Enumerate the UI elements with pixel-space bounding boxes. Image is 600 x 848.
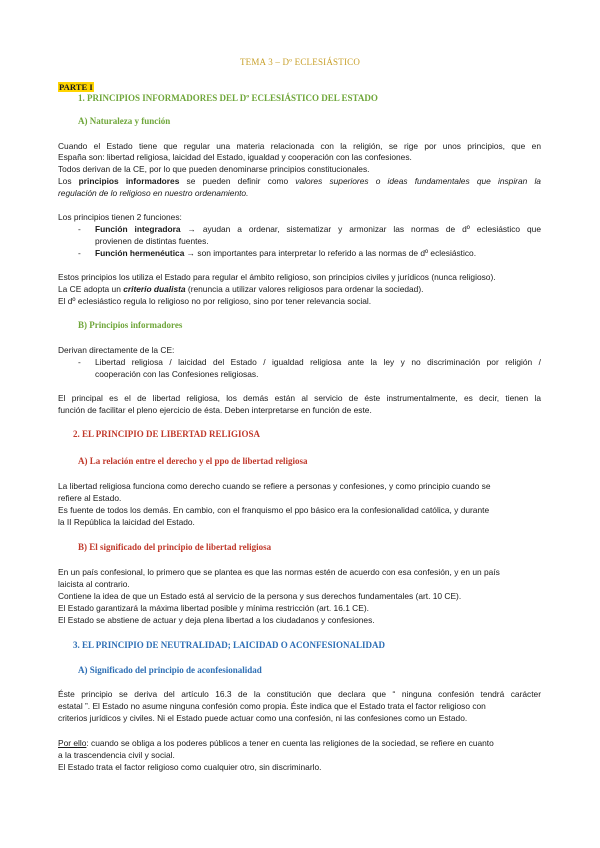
section-2-heading: 2. EL PRINCIPIO DE LIBERTAD RELIGIOSA: [73, 429, 261, 439]
s1-p1-line2: España son: libertad religiosa, laicidad del Estado, igualdad y cooperación con las confesiones.: [58, 152, 412, 162]
document-title: TEMA 3 – Dº ECLESIÁSTICO: [239, 57, 361, 67]
section-1-sub-a: A) Naturaleza y función: [78, 116, 171, 126]
s1-p5-line1: El principal es el de libertad religiosa, los demás están al servicio de éste instrumentalmente, es decir, tienen la: [58, 393, 541, 403]
s2-p1-line4: la II República la laicidad del Estado.: [58, 517, 195, 527]
dash-bullet: -: [78, 248, 81, 258]
s2-p2-line4: El Estado garantizará la máxima libertad posible y mínima restricción (art. 16.1 CE).: [58, 603, 369, 613]
s1-bullet-line2: cooperación con las Confesiones religiosas.: [95, 369, 259, 379]
section-2-sub-a: A) La relación entre el derecho y el ppo de libertad religiosa: [78, 456, 308, 466]
s3-p1-line2: estatal ”. El Estado no asume ninguna confesión como propia. Éste indica que el Estado trata el factor religioso con: [58, 701, 486, 711]
s2-p2-line1: En un país confesional, lo primero que se plantea es que las normas estén de acuerdo con esa confesión, y en un país: [58, 567, 500, 577]
section-1-sub-b: B) Principios informadores: [78, 320, 183, 330]
s1-p1-line1: Cuando el Estado tiene que regular una materia relacionada con la religión, se rige por unos principios, que en: [58, 141, 541, 151]
s1-p2-line1: Los principios informadores se pueden definir como valores superiores o ideas fundamentales que inspiran la: [58, 176, 541, 186]
s2-p1-line1: La libertad religiosa funciona como derecho cuando se refiere a personas y confesiones, y como principio cuando se: [58, 481, 491, 491]
s1-p3-line1: Estos principios los utiliza el Estado para regular el ámbito religioso, son principios civiles y jurídicos (nunca religioso).: [58, 272, 496, 282]
s2-p2-line3: Contiene la idea de que un Estado está al servicio de la persona y sus derechos fundamentales (art. 10 CE).: [58, 591, 462, 601]
s2-p2-line5: El Estado se abstiene de actuar y deja plena libertad a los ciudadanos y confesiones.: [58, 615, 375, 625]
s2-p1-line3: Es fuente de todos los demás. En cambio, con el franquismo el ppo básico era la confesionalidad católica, y durante: [58, 505, 490, 515]
s3-p2-line1: Por ello: cuando se obliga a los poderes públicos a tener en cuenta las religiones de la sociedad, se refiere en cuanto: [58, 738, 494, 748]
dash-bullet: -: [78, 224, 81, 234]
s2-p1-line2: refiere al Estado.: [58, 493, 122, 503]
s1-p2-line2: regulación de lo religioso en nuestro ordenamiento.: [58, 188, 249, 198]
section-2-sub-b: B) El significado del principio de libertad religiosa: [78, 542, 272, 552]
s1-p4: Derivan directamente de la CE:: [58, 345, 175, 355]
s1-function-2: Función hermenéutica → son importantes para interpretar lo referido a las normas de dº eclesiástico.: [95, 248, 477, 258]
section-1-heading: 1. PRINCIPIOS INFORMADORES DEL Dº ECLESIÁSTICO DEL ESTADO: [78, 93, 378, 103]
s2-p2-line2: laicista al contrario.: [58, 579, 130, 589]
s1-function-1-line1: Función integradora → ayudan a ordenar, sistematizar y armonizar las normas de dº eclesiástico que: [95, 224, 541, 234]
s1-p3-line2: La CE adopta un criterio dualista (renuncia a utilizar valores religiosos para ordenar la sociedad).: [58, 284, 424, 294]
s1-p5-line2: función de facilitar el pleno ejercicio de ésta. Deben interpretarse en función de este.: [58, 405, 372, 415]
s1-functions-intro: Los principios tienen 2 funciones:: [58, 212, 182, 222]
s3-p1-line3: criterios jurídicos y civiles. Ni el Estado puede actuar como una confesión, ni las confesiones como un Estado.: [58, 713, 468, 723]
s3-p1-line1: Éste principio se deriva del artículo 16.3 de la constitución que declara que “ ninguna confesión tendrá carácter: [58, 689, 541, 699]
s1-bullet-line1: Libertad religiosa / laicidad del Estado / igualdad religiosa ante la ley y no discriminación por religión /: [95, 357, 541, 367]
part-highlight: PARTE I: [59, 82, 93, 92]
section-3-heading: 3. EL PRINCIPIO DE NEUTRALIDAD; LAICIDAD O ACONFESIONALIDAD: [73, 640, 386, 650]
s1-p1-line3: Todos derivan de la CE, por lo que pueden denominarse principios constitucionales.: [58, 164, 370, 174]
s1-function-1-line2: provienen de distintas fuentes.: [95, 236, 209, 246]
section-3-sub-a: A) Significado del principio de aconfesionalidad: [78, 665, 262, 675]
dash-bullet: -: [78, 357, 81, 367]
part-label: [58, 82, 94, 93]
s1-p3-line3: El dº eclesiástico regula lo religioso no por religioso, sino por tener relevancia social.: [58, 296, 372, 306]
s3-p2-line3: El Estado trata el factor religioso como cualquier otro, sin discriminarlo.: [58, 762, 322, 772]
s3-p2-line2: a la trascendencia civil y social.: [58, 750, 175, 760]
